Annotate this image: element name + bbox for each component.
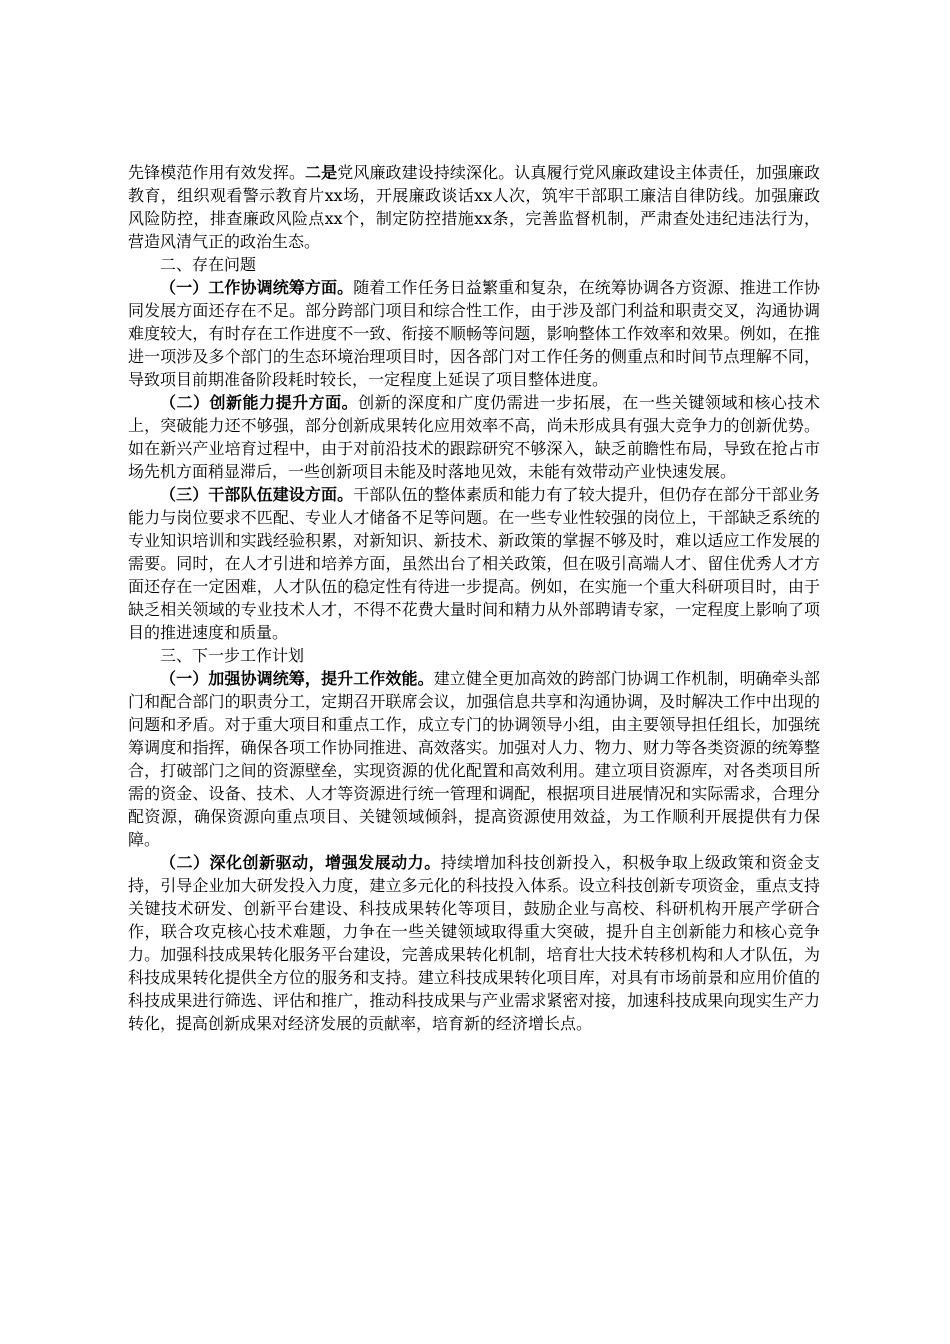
section-heading-problems: 二、存在问题 bbox=[160, 255, 257, 274]
plan-paragraph-1 bbox=[128, 667, 820, 851]
paragraph-lead: （二）创新能力提升方面。 bbox=[160, 393, 359, 412]
problem-paragraph-2 bbox=[128, 391, 820, 483]
plan-paragraph-2 bbox=[128, 851, 820, 1035]
paragraph-lead: （一）加强协调统筹，提升工作效能。 bbox=[160, 669, 434, 688]
intro-bold-marker: 二是 bbox=[305, 163, 338, 182]
paragraph-body: 干部队伍的整体素质和能力有了较大提升，但仍存在部分干部业务能力与岗位要求不匹配、专业人才储备不足等问题。在一些专业性较强的岗位上，干部缺乏系统的专业知识培训和实践经验积累，对新知识、新技术、新政策的掌握不够及时，难以适应工作发展的需要。同时，在人才引进和培养方面，虽然出台了相关政策，但在吸引高端人才、留住优秀人才方面还存在一定困难，人才队伍的稳定性有待进一步提高。例如，在实施一个重大科研项目时，由于缺乏相关领域的专业技术人才，不得不花费大量时间和精力从外部聘请专家，一定程度上影响了项目的推进速度和质量。 bbox=[128, 485, 820, 642]
paragraph-body: 建立健全更加高效的跨部门协调工作机制，明确牵头部门和配合部门的职责分工，定期召开联席会议，加强信息共享和沟通协调，及时解决工作中出现的问题和矛盾。对于重大项目和重点工作，成立专门的协调领导小组，由主要领导担任组长，加强统筹调度和指挥，确保各项工作协同推进、高效落实。加强对人力、物力、财力等各类资源的统筹整合，打破部门之间的资源壁垒，实现资源的优化配置和高效利用。建立项目资源库，对各类项目所需的资金、设备、技术、人才等资源进行统一管理和调配，根据项目进展情况和实际需求，合理分配资源，确保资源向重点项目、关键领域倾斜，提高资源使用效益，为工作顺利开展提供有力保障。 bbox=[128, 669, 820, 849]
intro-text-1: 先锋模范作用有效发挥。 bbox=[128, 163, 306, 182]
intro-paragraph bbox=[128, 161, 820, 253]
intro-text-2: 党风廉政建设持续深化。认真履行党风廉政建设主体责任，加强廉政教育，组织观看警示教育片xx场，开展廉政谈话xx人次，筑牢干部职工廉洁自律防线。加强廉政风险防控，排查廉政风险点xx个，制定防控措施xx条，完善监督机制，严肃查处违纪违法行为，营造风清气正的政治生态。 bbox=[128, 163, 820, 251]
paragraph-lead: （三）干部队伍建设方面。 bbox=[160, 485, 354, 504]
problem-paragraph-1 bbox=[128, 276, 820, 391]
document-page bbox=[128, 161, 820, 1035]
paragraph-lead: （一）工作协调统筹方面。 bbox=[160, 278, 354, 297]
problem-paragraph-3 bbox=[128, 483, 820, 644]
section-heading-plan: 三、下一步工作计划 bbox=[160, 646, 305, 665]
paragraph-body: 持续增加科技创新投入，积极争取上级政策和资金支持，引导企业加大研发投入力度，建立多元化的科技投入体系。设立科技创新专项资金，重点支持关键技术研发、创新平台建设、科技成果转化等项目，鼓励企业与高校、科研机构开展产学研合作，联合攻克核心技术难题，力争在一些关键领域取得重大突破，提升自主创新能力和核心竞争力。加强科技成果转化服务平台建设，完善成果转化机制，培育壮大技术转移机构和人才队伍，为科技成果转化提供全方位的服务和支持。建立科技成果转化项目库，对具有市场前景和应用价值的科技成果进行筛选、评估和推广，推动科技成果与产业需求紧密对接，加速科技成果向现实生产力转化，提高创新成果对经济发展的贡献率，培育新的经济增长点。 bbox=[128, 853, 820, 1033]
paragraph-body: 随着工作任务日益繁重和复杂，在统筹协调各方资源、推进工作协同发展方面还存在不足。部分跨部门项目和综合性工作，由于涉及部门利益和职责交叉，沟通协调难度较大，有时存在工作进度不一致、衔接不顺畅等问题，影响整体工作效率和效果。例如，在推进一项涉及多个部门的生态环境治理项目时，因各部门对工作任务的侧重点和时间节点理解不同，导致项目前期准备阶段耗时较长，一定程度上延误了项目整体进度。 bbox=[128, 278, 820, 389]
paragraph-lead: （二）深化创新驱动，增强发展动力。 bbox=[160, 853, 441, 872]
paragraph-body: 创新的深度和广度仍需进一步拓展，在一些关键领域和核心技术上，突破能力还不够强，部分创新成果转化应用效率不高，尚未形成具有强大竞争力的创新优势。如在新兴产业培育过程中，由于对前沿技术的跟踪研究不够深入，缺乏前瞻性布局，导致在抢占市场先机方面稍显滞后，一些创新项目未能及时落地见效，未能有效带动产业快速发展。 bbox=[128, 393, 820, 481]
